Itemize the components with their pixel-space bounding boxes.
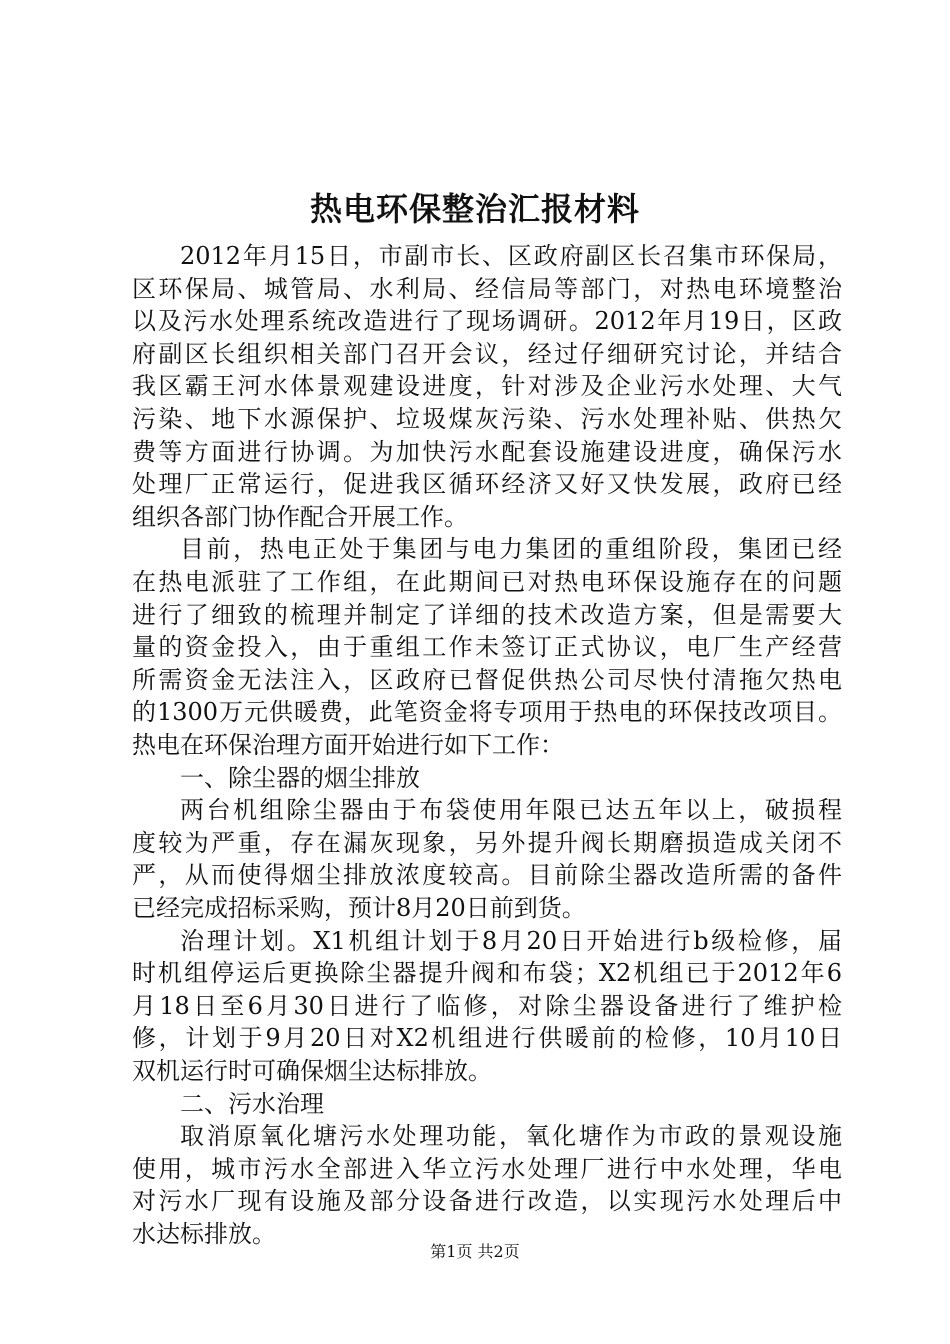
paragraph-line: 水达标排放。 (132, 1220, 276, 1248)
section-heading: 二、污水治理 (180, 1090, 324, 1118)
paragraph-line: 时机组停运后更换除尘器提升阀和布袋；X2机组已于2012年6 (132, 959, 842, 987)
paragraph-line: 使用，城市污水全部进入华立污水处理厂进行中水处理，华电 (132, 1155, 842, 1183)
paragraph-line: 处理厂正常运行，促进我区循环经济又好又快发展，政府已经 (132, 470, 842, 498)
paragraph-line: 我区霸王河水体景观建设进度，针对涉及企业污水处理、大气 (132, 372, 842, 400)
paragraph-line: 治理计划。X1机组计划于8月20日开始进行b级检修，届 (180, 927, 842, 955)
paragraph-line: 月18日至6月30日进行了临修，对除尘器设备进行了维护检 (132, 992, 842, 1020)
paragraph-line: 费等方面进行协调。为加快污水配套设施建设进度，确保污水 (132, 438, 842, 466)
paragraph-line: 在热电派驻了工作组，在此期间已对热电环保设施存在的问题 (132, 568, 842, 596)
paragraph-line: 严，从而使得烟尘排放浓度较高。目前除尘器改造所需的备件 (132, 861, 842, 889)
paragraph-line: 府副区长组织相关部门召开会议，经过仔细研究讨论，并结合 (132, 340, 842, 368)
paragraph-line: 取消原氧化塘污水处理功能，氧化塘作为市政的景观设施 (180, 1122, 842, 1150)
section-heading: 一、除尘器的烟尘排放 (180, 764, 420, 792)
paragraph-line: 区环保局、城管局、水利局、经信局等部门，对热电环境整治 (132, 275, 842, 303)
paragraph-line: 所需资金无法注入，区政府已督促供热公司尽快付清拖欠热电 (132, 666, 842, 694)
paragraph-line: 污染、地下水源保护、垃圾煤灰污染、污水处理补贴、供热欠 (132, 405, 842, 433)
paragraph-line: 组织各部门协作配合开展工作。 (132, 503, 468, 531)
paragraph-line: 2012年月15日，市副市长、区政府副区长召集市环保局， (180, 242, 842, 270)
paragraph-line: 双机运行时可确保烟尘达标排放。 (132, 1057, 492, 1085)
paragraph-line: 热电在环保治理方面开始进行如下工作： (132, 731, 564, 759)
paragraph-line: 的1300万元供暖费，此笔资金将专项用于热电的环保技改项目。 (132, 698, 842, 726)
paragraph-line: 已经完成招标采购，预计8月20日前到货。 (132, 894, 586, 922)
document-title: 热电环保整治汇报材料 (309, 190, 640, 228)
paragraph-line: 量的资金投入，由于重组工作未签订正式协议，电厂生产经营 (132, 633, 842, 661)
paragraph-line: 进行了细致的梳理并制定了详细的技术改造方案，但是需要大 (132, 601, 842, 629)
paragraph-line: 度较为严重，存在漏灰现象，另外提升阀长期磨损造成关闭不 (132, 829, 842, 857)
paragraph-line: 两台机组除尘器由于布袋使用年限已达五年以上，破损程 (180, 796, 842, 824)
page-number-footer: 第1页 共2页 (430, 1242, 520, 1261)
paragraph-line: 以及污水处理系统改造进行了现场调研。2012年月19日，区政 (132, 307, 842, 335)
paragraph-line: 目前，热电正处于集团与电力集团的重组阶段，集团已经 (180, 535, 842, 563)
paragraph-line: 对污水厂现有设施及部分设备进行改造，以实现污水处理后中 (132, 1187, 842, 1215)
paragraph-line: 修，计划于9月20日对X2机组进行供暖前的检修，10月10日 (132, 1024, 842, 1052)
